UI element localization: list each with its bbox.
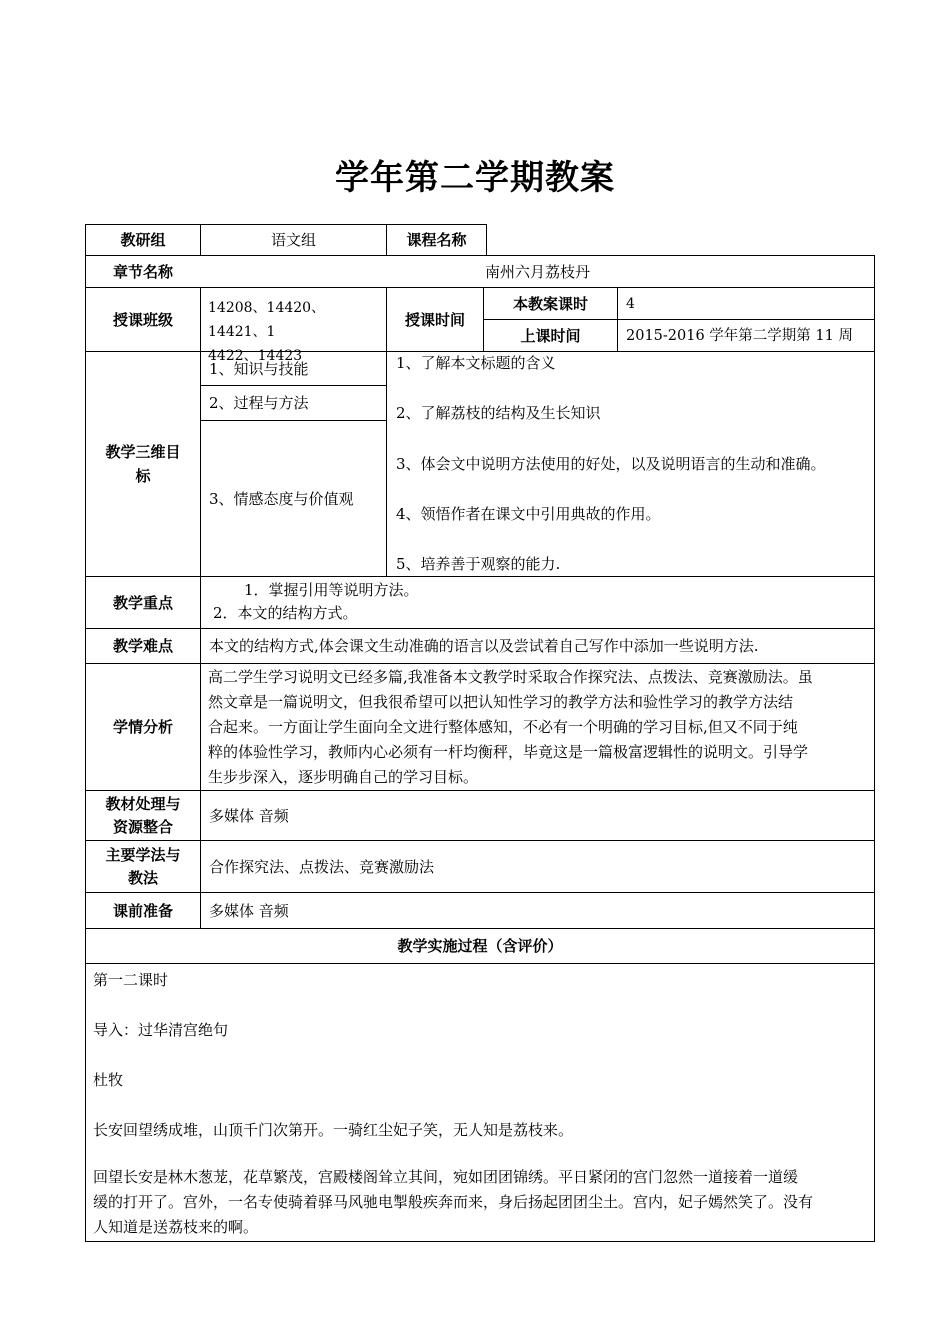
course-name-label: 课程名称 [406, 231, 467, 249]
key-point-item: 1．掌握引用等说明方法。 [244, 581, 419, 599]
preparation-label: 课前准备 [112, 901, 173, 920]
key-points-label: 教学重点 [112, 593, 173, 612]
methods-label-line: 教法 [127, 868, 158, 887]
key-point-item: 2．本文的结构方式。 [213, 604, 358, 622]
rule [85, 663, 875, 664]
analysis-label: 学情分析 [112, 718, 173, 736]
class-value-line: 14208、14420、14421、1 [208, 300, 326, 340]
resources-value: 多媒体 音频 [209, 806, 289, 825]
goal-item: 4、领悟作者在课文中引用典故的作用。 [396, 505, 661, 523]
rule [85, 576, 875, 577]
class-value-line: 4422、14423 [208, 348, 303, 364]
goal-dimension-attitude: 3、情感态度与价值观 [209, 489, 354, 508]
class-label: 授课班级 [112, 310, 173, 329]
preparation-value: 多媒体 音频 [209, 901, 289, 920]
process-line: 回望长安是林木葱茏，花草繁茂，宫殿楼阁耸立其间，宛如团团锦绣。平日紧闭的宫门忽然一道接着一道缓 [93, 1168, 799, 1186]
difficulties-label: 教学难点 [112, 637, 173, 655]
goals-label-line: 教学三维目 [105, 443, 181, 461]
rule [486, 224, 487, 256]
goal-item: 1、了解本文标题的含义 [396, 354, 556, 372]
methods-value: 合作探究法、点拨法、竞赛激励法 [209, 857, 435, 876]
analysis-line: 粹的体验性学习，教师内心必须有一杆均衡秤，毕竟这是一篇极富逻辑性的说明文。引导学 [208, 743, 809, 761]
goal-item: 2、了解荔枝的结构及生长知识 [396, 404, 601, 422]
teaching-group-label: 教研组 [120, 231, 166, 249]
chapter-label: 章节名称 [112, 262, 173, 281]
methods-label [86, 841, 200, 892]
methods-label-line: 主要学法与 [105, 845, 181, 864]
hours-label: 本教案课时 [512, 294, 588, 313]
goals-label-line: 标 [135, 467, 151, 485]
hours-value: 4 [626, 295, 635, 312]
process-line: 缓的打开了。宫外，一名专使骑着驿马风驰电掣般疾奔而来，身后扬起团团尘土。宫内，妃子嫣然笑了。没有 [93, 1193, 814, 1211]
analysis-line: 然文章是一篇说明文，但我很希望可以把认知性学习的教学方法和验性学习的教学方法结 [208, 693, 794, 711]
goal-dimension-knowledge: 1、知识与技能 [209, 359, 309, 378]
difficulties-value: 本文的结构方式,体会课文生动准确的语言以及尝试着自己写作中添加一些说明方法. [209, 637, 759, 655]
time-label: 授课时间 [404, 310, 465, 329]
teaching-group-value: 语文组 [270, 231, 316, 249]
process-heading: 教学实施过程（含评价） [397, 937, 563, 955]
process-line: 第一二课时 [93, 971, 169, 989]
goals-label [86, 352, 200, 576]
page-title: 学年第二学期教案 [335, 158, 615, 198]
rule [874, 255, 875, 1242]
rule [85, 963, 875, 964]
process-line: 长安回望绣成堆，山顶千门次第开。一骑红尘妃子笑，无人知是荔枝来。 [93, 1121, 574, 1139]
analysis-line: 生步步深入，逐步明确自己的学习目标。 [208, 768, 479, 786]
analysis-line: 合起来。一方面让学生面向全文进行整体感知，不必有一个明确的学习目标,但又不同于纯 [208, 718, 798, 736]
class-time-value: 2015-2016 学年第二学期第 11 周 [626, 327, 853, 344]
goal-item: 3、体会文中说明方法使用的好处，以及说明语言的生动和准确。 [396, 455, 826, 473]
process-line: 导入：过华清宫绝句 [93, 1021, 229, 1039]
chapter-value: 南州六月荔枝丹 [484, 262, 590, 281]
resources-label-line: 教材处理与 [105, 794, 181, 813]
analysis-text [208, 665, 872, 790]
resources-label-line: 资源整合 [112, 817, 173, 836]
rule [85, 1241, 875, 1242]
process-line: 人知道是送荔枝来的啊。 [93, 1218, 259, 1236]
analysis-line: 高二学生学习说明文已经多篇,我准备本文教学时采取合作探究法、点拨法、竞赛激励法。虽 [208, 668, 813, 686]
goal-dimension-process: 2、过程与方法 [209, 394, 309, 412]
goal-item: 5、培养善于观察的能力. [396, 555, 561, 573]
process-line: 杜牧 [93, 1071, 124, 1089]
class-time-label: 上课时间 [520, 326, 581, 345]
resources-label [86, 791, 200, 840]
